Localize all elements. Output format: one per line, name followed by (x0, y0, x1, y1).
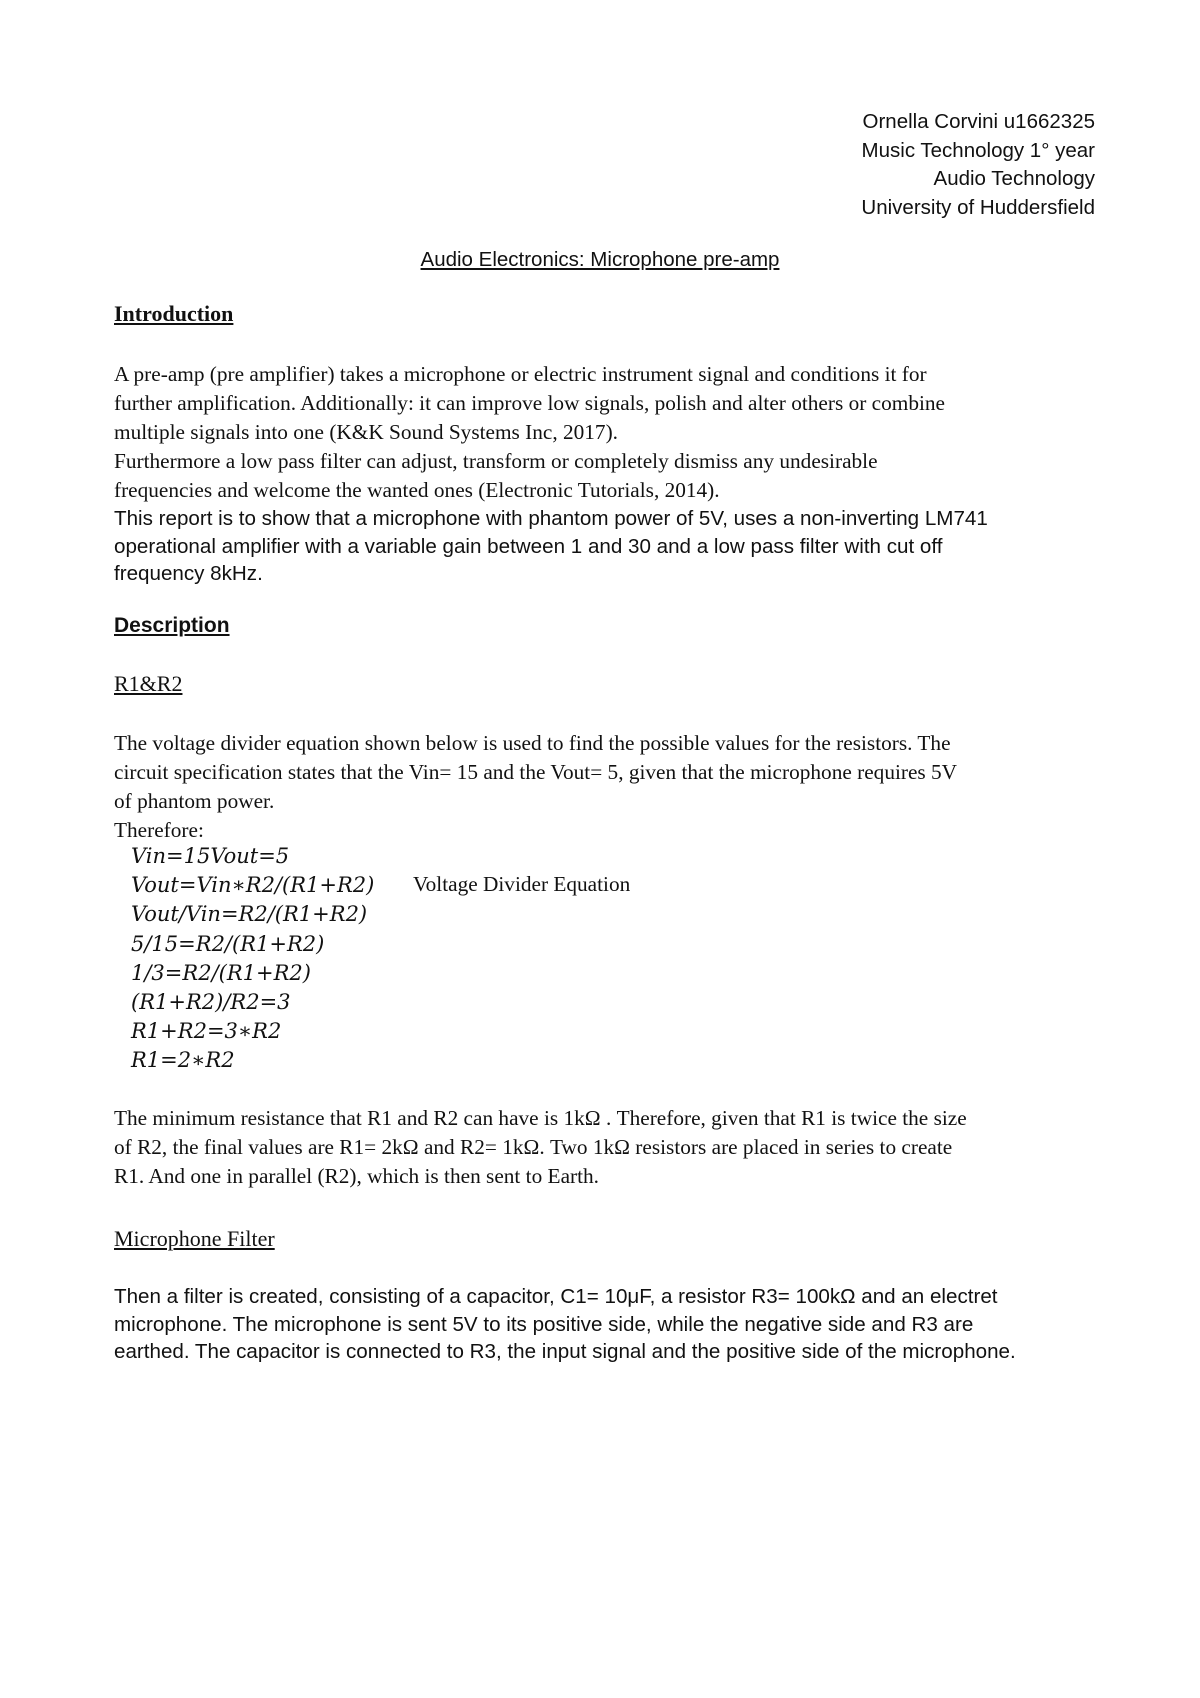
author-block (861, 108, 1095, 222)
introduction-line: Furthermore a low pass filter can adjust, transform or completely dismiss any undesirable (114, 449, 878, 473)
introduction-report-line: operational amplifier with a variable gain between 1 and 30 and a low pass filter with cut off (114, 534, 943, 558)
r1r2-intro-line: circuit specification states that the Vin= 15 and the Vout= 5, given that the microphone requires 5V (114, 760, 958, 784)
introduction-report-paragraph (114, 505, 1114, 588)
r1r2-intro-paragraph (114, 729, 1114, 845)
equation-line: R1+R2=3∗R2 (131, 1019, 282, 1044)
equation-line: 1/3=R2/(R1+R2) (131, 960, 311, 985)
r1r2-heading: R1&R2 (114, 671, 183, 696)
introduction-line: further amplification. Additionally: it can improve low signals, polish and alter others or combine (114, 391, 945, 415)
equation-line: Vout/Vin=R2/(R1+R2) (131, 902, 368, 927)
mic-filter-paragraph (114, 1283, 1114, 1366)
introduction-report-line: frequency 8kHz. (114, 562, 263, 585)
introduction-line: multiple signals into one (K&K Sound Systems Inc, 2017). (114, 420, 619, 444)
author-name: Ornella Corvini u1662325 (862, 110, 1095, 133)
r1r2-conclusion-line: The minimum resistance that R1 and R2 can have is 1kΩ . Therefore, given that R1 is twice the size (114, 1106, 967, 1130)
author-university: University of Huddersfield (861, 195, 1095, 219)
equation-line: Vin=15Vout=5 (131, 844, 290, 868)
introduction-heading: Introduction (114, 301, 234, 326)
introduction-line: frequencies and welcome the wanted ones (Electronic Tutorials, 2014). (114, 478, 720, 502)
author-module: Audio Technology (933, 167, 1095, 190)
r1r2-intro-line: of phantom power. (114, 789, 275, 813)
author-course: Music Technology 1° year (861, 138, 1095, 162)
equation-line: Vout=Vin∗R2/(R1+R2) (131, 873, 375, 898)
r1r2-intro-line: Therefore: (114, 818, 204, 842)
r1r2-conclusion-line: of R2, the final values are R1= 2kΩ and R2= 1kΩ. Two 1kΩ resistors are placed in series to create (114, 1135, 953, 1159)
mic-filter-line: Then a filter is created, consisting of a capacitor, C1= 10μF, a resistor R3= 100kΩ and an electret (114, 1285, 998, 1308)
document-title: Audio Electronics: Microphone pre-amp (420, 248, 780, 271)
mic-filter-line: microphone. The microphone is sent 5V to its positive side, while the negative side and R3 are (114, 1312, 974, 1336)
r1r2-intro-line: The voltage divider equation shown below is used to find the possible values for the resistors. The (114, 731, 951, 755)
introduction-line: A pre-amp (pre amplifier) takes a microphone or electric instrument signal and conditions it for (114, 362, 927, 386)
mic-filter-line: earthed. The capacitor is connected to R3, the input signal and the positive side of the microphone. (114, 1340, 1016, 1363)
equation-line: R1=2∗R2 (131, 1048, 235, 1073)
introduction-paragraph (114, 360, 1114, 505)
equation-line: 5/15=R2/(R1+R2) (131, 931, 325, 956)
r1r2-conclusion-line: R1. And one in parallel (R2), which is then sent to Earth. (114, 1164, 600, 1188)
mic-filter-heading: Microphone Filter (114, 1226, 275, 1251)
equation-note: Voltage Divider Equation (413, 872, 631, 896)
r1r2-conclusion-paragraph (114, 1104, 1114, 1191)
introduction-report-line: This report is to show that a microphone with phantom power of 5V, uses a non-inverting LM741 (114, 507, 988, 530)
description-heading: Description (114, 614, 230, 637)
equation-block (131, 842, 374, 1076)
equation-line: (R1+R2)/R2=3 (131, 990, 291, 1015)
